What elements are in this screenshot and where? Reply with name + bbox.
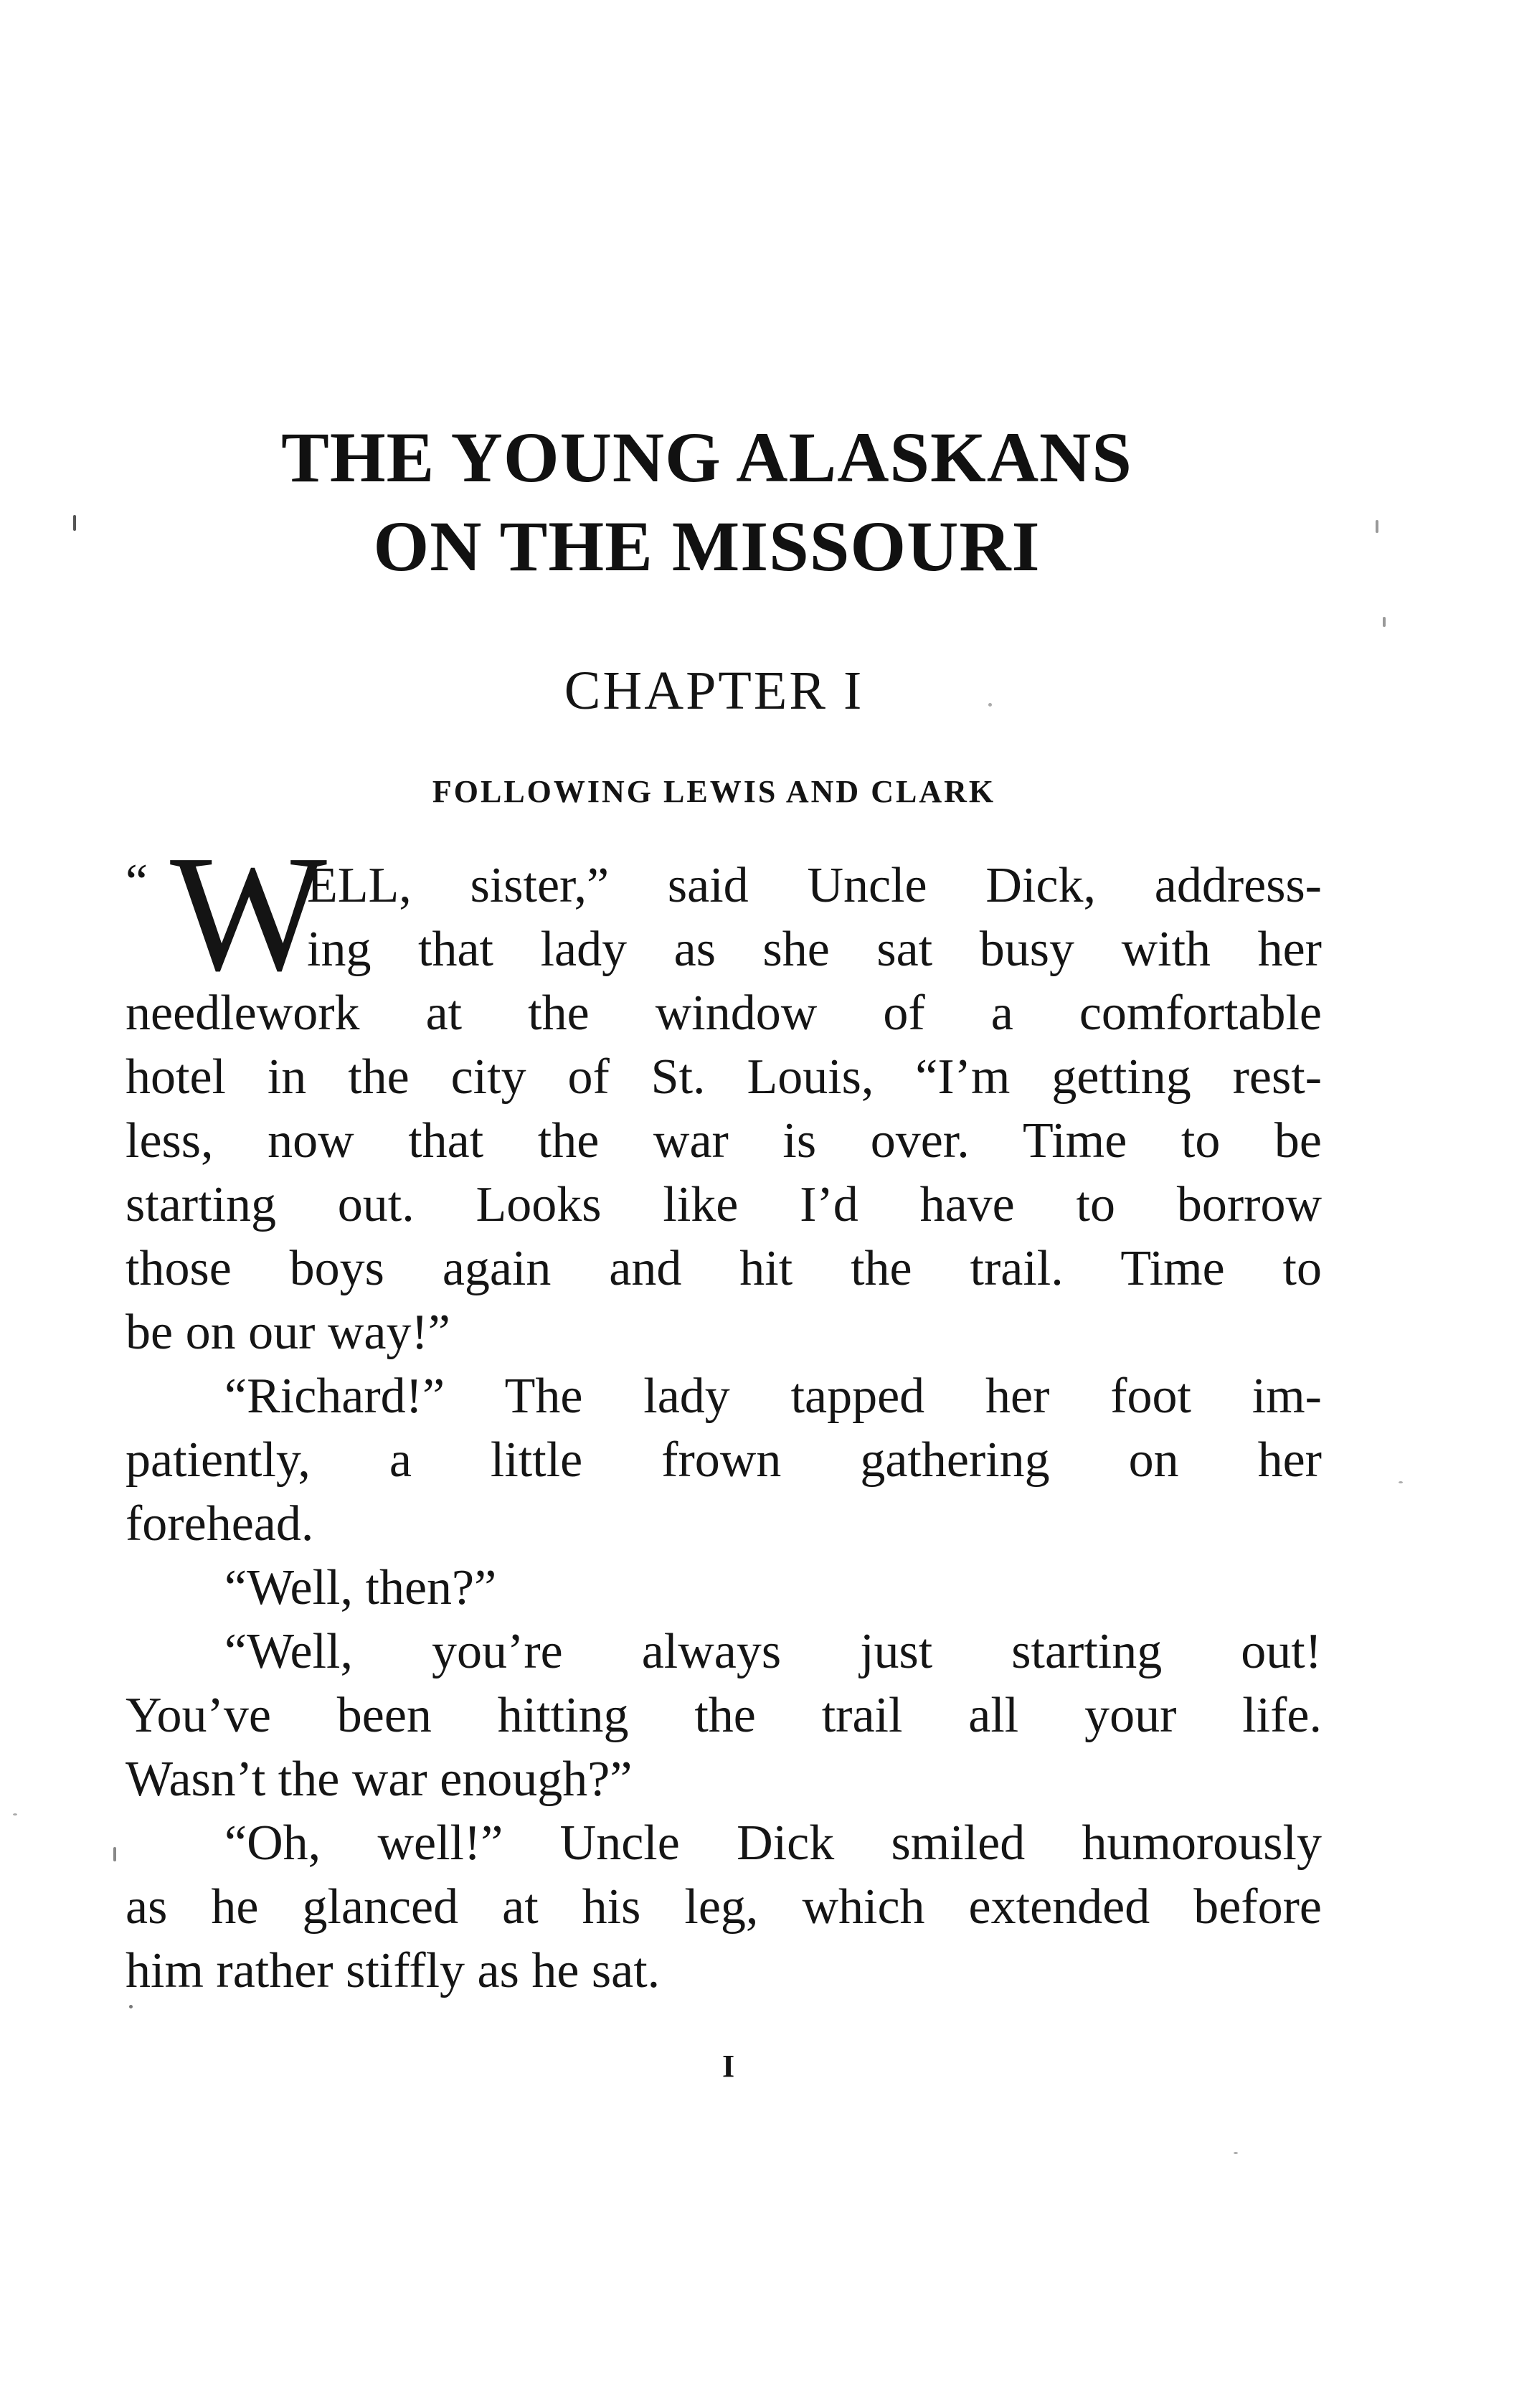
scan-speck	[1399, 1481, 1403, 1483]
book-title-line-1: THE YOUNG ALASKANS	[281, 417, 1132, 497]
scan-speck	[13, 1813, 17, 1816]
text-line: hotel in the city of St. Louis, “I’m getting rest-	[126, 1049, 1322, 1105]
paragraph-3	[126, 1556, 1322, 1620]
opening-lines	[307, 854, 1322, 981]
scan-speck	[1383, 617, 1386, 627]
drop-cap-letter: W	[170, 821, 327, 1006]
paragraph-1	[126, 981, 1322, 1364]
text-line: less, now that the war is over. Time to be	[126, 1113, 1322, 1168]
scan-speck	[1376, 520, 1378, 533]
text-line: starting out. Looks like I’d have to borrow	[126, 1177, 1322, 1232]
scan-speck	[129, 2005, 133, 2008]
text-line: “Oh, well!” Uncle Dick smiled humorously	[224, 1816, 1322, 1871]
text-line: be on our way!”	[126, 1305, 450, 1360]
scan-speck	[1234, 2152, 1238, 2154]
scan-speck	[113, 1847, 116, 1861]
text-line: “Well, you’re always just starting out!	[224, 1624, 1322, 1679]
chapter-number: CHAPTER I	[564, 661, 864, 721]
text-line: ELL, sister,” said Uncle Dick, address-	[307, 858, 1322, 913]
text-line: You’ve been hitting the trail all your life.	[126, 1688, 1322, 1743]
scan-speck	[73, 515, 76, 531]
chapter-title: FOLLOWING LEWIS AND CLARK	[432, 774, 996, 809]
text-line: “Well, then?”	[224, 1560, 497, 1615]
book-title-line-2: ON THE MISSOURI	[373, 506, 1041, 586]
paragraph-5	[126, 1811, 1322, 2003]
text-line: Wasn’t the war enough?”	[126, 1752, 633, 1807]
text-line: those boys again and hit the trail. Time to	[126, 1241, 1322, 1296]
text-line: him rather stiffly as he sat.	[126, 1943, 661, 1998]
paragraph-4	[126, 1620, 1322, 1811]
text-line: “Richard!” The lady tapped her foot im-	[224, 1369, 1322, 1424]
scan-speck	[988, 703, 992, 707]
text-line: ing that lady as she sat busy with her	[307, 922, 1322, 977]
opening-quote-mark: “	[126, 854, 148, 910]
text-line: needlework at the window of a comfortable	[126, 986, 1322, 1041]
text-line: forehead.	[126, 1496, 314, 1552]
paragraph-2	[126, 1364, 1322, 1556]
page-number: I	[721, 2049, 735, 2084]
text-line: as he glanced at his leg, which extended before	[126, 1879, 1322, 1935]
text-line: patiently, a little frown gathering on her	[126, 1432, 1322, 1488]
